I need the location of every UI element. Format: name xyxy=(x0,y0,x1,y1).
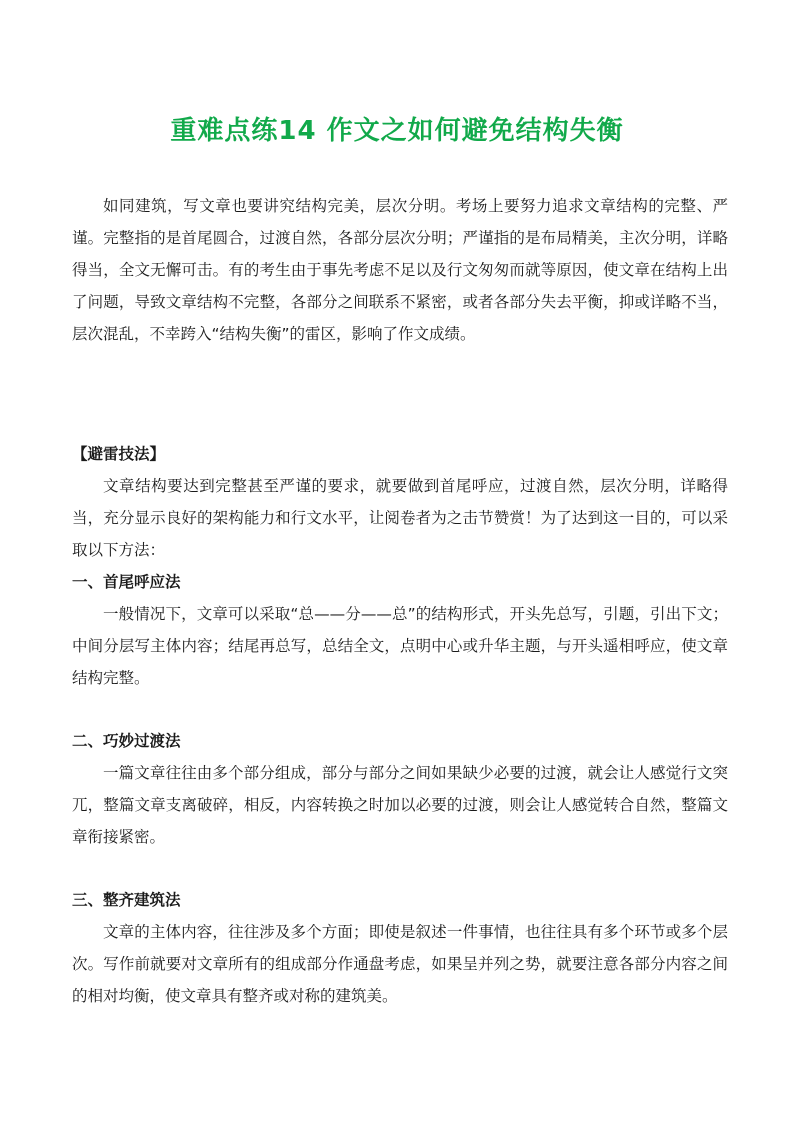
techniques-heading: 【避雷技法】 xyxy=(72,445,166,463)
method-2-body: 一篇文章往往由多个部分组成，部分与部分之间如果缺少必要的过渡，就会让人感觉行文突兀，整篇文章支离破碎，相反，内容转换之时加以必要的过渡，则会让人感觉转合自然，整篇文章衔接紧密。 xyxy=(72,764,728,846)
method-1-heading: 一、首尾呼应法 xyxy=(72,573,181,591)
method-2-heading: 二、巧妙过渡法 xyxy=(72,732,181,750)
method-1-body: 一般情况下，文章可以采取“总——分——总”的结构形式，开头先总写，引题，引出下文；中间分层写主体内容；结尾再总写，总结全文，点明中心或升华主题，与开头遥相呼应，使文章结构完整。 xyxy=(72,605,728,687)
techniques-intro-paragraph: 文章结构要达到完整甚至严谨的要求，就要做到首尾呼应，过渡自然，层次分明，详略得当，充分显示良好的架构能力和行文水平，让阅卷者为之击节赞赏！为了达到这一目的，可以采取以下方法： xyxy=(72,477,728,559)
page-title: 重难点练14 作文之如何避免结构失衡 xyxy=(170,116,624,146)
intro-paragraph: 如同建筑，写文章也要讲究结构完美，层次分明。考场上要努力追求文章结构的完整、严谨。完整指的是首尾圆合，过渡自然，各部分层次分明；严谨指的是布局精美，主次分明，详略得当，全文无懈可击。有的考生由于事先考虑不足以及行文匆匆而就等原因，使文章在结构上出了问题，导致文章结构不完整，各部分之间联系不紧密，或者各部分失去平衡，抑或详略不当，层次混乱，不幸跨入“结构失衡”的雷区，影响了作文成绩。 xyxy=(72,197,728,343)
method-3-heading: 三、整齐建筑法 xyxy=(72,891,181,909)
method-3-body: 文章的主体内容，往往涉及多个方面；即使是叙述一件事情，也往往具有多个环节或多个层次。写作前就要对文章所有的组成部分作通盘考虑，如果呈并列之势，就要注意各部分内容之间的相对均衡，使文章具有整齐或对称的建筑美。 xyxy=(72,923,728,1005)
